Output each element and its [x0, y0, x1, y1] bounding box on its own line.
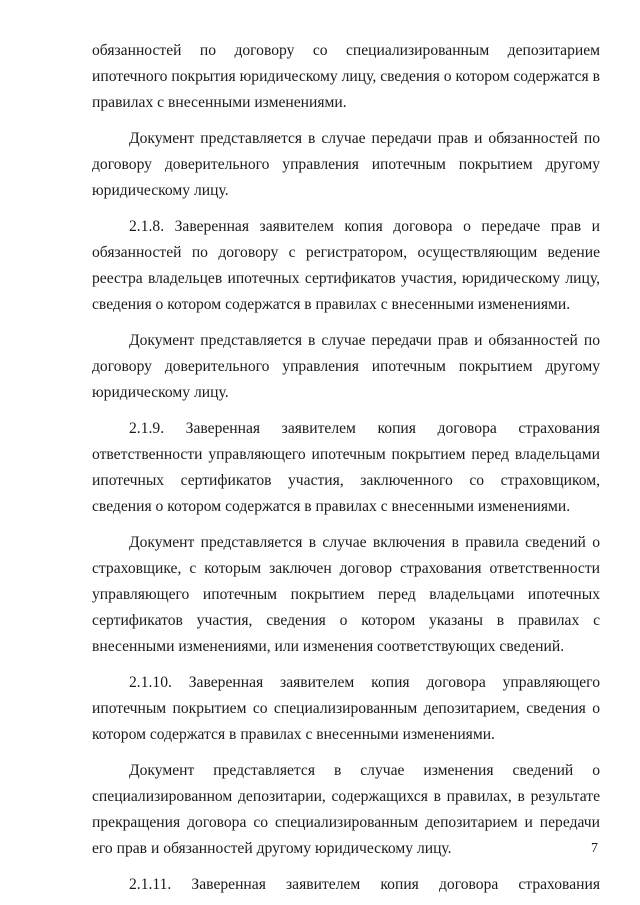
paragraph-note: Документ представляется в случае передачи прав и обязанностей по договору доверительного управления ипотечным покрытием другому юридическому лицу. — [92, 130, 600, 199]
paragraph-item-2-1-10: 2.1.10. Заверенная заявителем копия договора управляющего ипотечным покрытием со специализированным депозитарием, сведения о котором содержатся в правилах с внесенными изменениями. — [92, 674, 600, 743]
paragraph-item-2-1-8: 2.1.8. Заверенная заявителем копия договора о передаче прав и обязанностей по договору с регистратором, осуществляющим ведение реестра владельцев ипотечных сертификатов участия, юридическому лицу, сведения о котором содержатся в правилах с внесенными изменениями. — [92, 218, 600, 313]
paragraph-note: Документ представляется в случае изменения сведений о специализированном депозитарии, содержащихся в правилах, в результате прекращения договора со специализированным депозитарием и передачи его прав и обязанностей другому юридическому лицу. — [92, 762, 600, 857]
paragraph-note: Документ представляется в случае включения в правила сведений о страховщике, с которым заключен договор страхования ответственности управляющего ипотечным покрытием перед владельцами ипотечных сертификатов участия, сведения о котором указаны в правилах с внесенными изменениями, или изменения соответствующих сведений. — [92, 534, 600, 655]
paragraph-item-2-1-9: 2.1.9. Заверенная заявителем копия договора страхования ответственности управляющего ипотечным покрытием перед владельцами ипотечных сертификатов участия, заключенного со страховщиком, сведения о котором содержатся в правилах с внесенными изменениями. — [92, 420, 600, 515]
document-page — [92, 38, 600, 898]
paragraph-item-2-1-11: 2.1.11. Заверенная заявителем копия договора страхования — [129, 876, 600, 893]
page-number: 7 — [591, 841, 598, 856]
paragraph-note: Документ представляется в случае передачи прав и обязанностей по договору доверительного управления ипотечным покрытием другому юридическому лицу. — [92, 332, 600, 401]
paragraph-continuation: обязанностей по договору со специализированным депозитарием ипотечного покрытия юридическому лицу, сведения о котором содержатся в правилах с внесенными изменениями. — [92, 42, 600, 111]
